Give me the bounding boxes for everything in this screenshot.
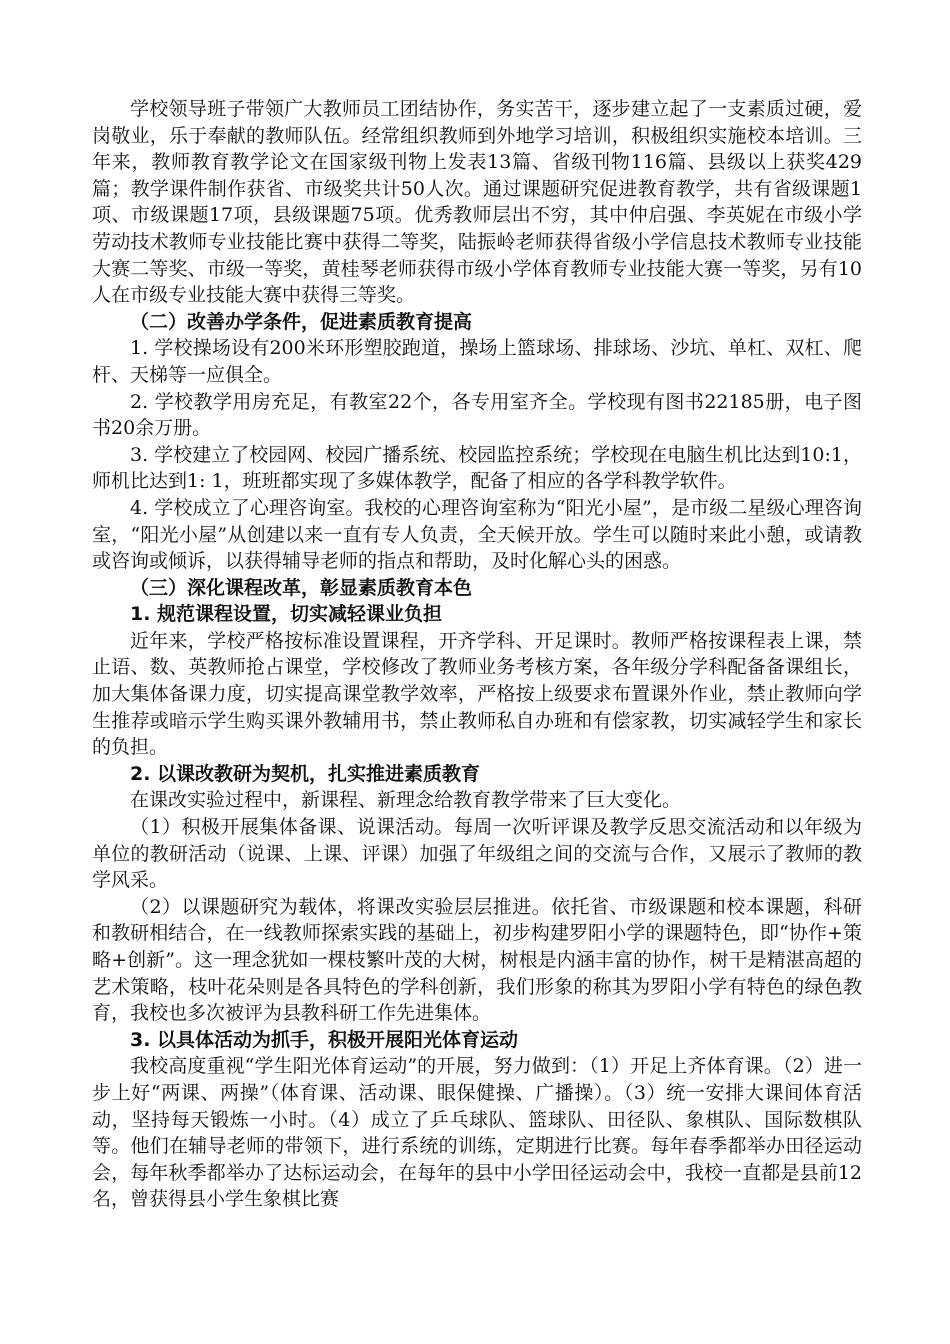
paragraph-classrooms: 2. 学校教学用房充足，有教室22个，各专用室齐全。学校现有图书22185册，电子图书20余万册。 [92, 390, 862, 440]
paragraph-reform-intro: 在课改实验过程中，新课程、新理念给教育教学带来了巨大变化。 [130, 789, 682, 812]
heading-subsection-1: 1. 规范课程设置，切实减轻课业负担 [130, 603, 443, 626]
heading-subsection-2: 2. 以课改教研为契机，扎实推进素质教育 [130, 762, 481, 785]
paragraph-curriculum: 近年来，学校严格按标准设置课程，开齐学科、开足课时。教师严格按课程表上课，禁止语、数、英教师抢占课堂，学校修改了教师业务考核方案，各年级分学科配备备课组长，加大集体备课力度，切实提高课堂教学效率，严格按上级要求布置课外作业，禁止教师向学生推荐或暗示学生购买课外教辅用书，禁止教师私自办班和有偿家教，切实减轻学生和家长的负担。 [92, 629, 862, 759]
document-body [92, 96, 862, 1213]
heading-section-2: （二）改善办学条件，促进素质教育提高 [130, 310, 473, 333]
paragraph-teacher-team: 学校领导班子带领广大教师员工团结协作，务实苦干，逐步建立起了一支素质过硬，爱岗敬业，乐于奉献的教师队伍。经常组织教师到外地学习培训，积极组织实施校本培训。三年来，教师教育教学论文在国家级刊物上发表13篇、省级刊物116篇、县级以上获奖429篇；教学课件制作获省、市级奖共计50人次。通过课题研究促进教育教学，共有省级课题1项、市级课题17项，县级课题75项。优秀教师层出不穷，其中仲启强、李英妮在市级小学劳动技术教师专业技能比赛中获得二等奖，陆振岭老师获得省级小学信息技术教师专业技能大赛二等奖、市级一等奖，黄桂琴老师获得市级小学体育教师专业技能大赛一等奖，另有10人在市级专业技能大赛中获得三等奖。 [92, 98, 862, 307]
heading-subsection-3: 3. 以具体活动为抓手，积极开展阳光体育运动 [130, 1028, 519, 1051]
paragraph-collective-lesson: （1）积极开展集体备课、说课活动。每周一次听评课及教学反思交流活动和以年级为单位的教研活动（说课、上课、评课）加强了年级组之间的交流与合作，又展示了教师的教学风采。 [92, 816, 862, 892]
paragraph-counseling: 4. 学校成立了心理咨询室。我校的心理咨询室称为“阳光小屋”，是市级二星级心理咨询室，“阳光小屋”从创建以来一直有专人负责，全天候开放。学生可以随时来此小憩，或请教或咨询或倾诉，以获得辅导老师的指点和帮助，及时化解心头的困惑。 [92, 496, 862, 573]
paragraph-playground: 1. 学校操场设有200米环形塑胶跑道，操场上篮球场、排球场、沙坑、单杠、双杠、爬杆、天梯等一应俱全。 [92, 337, 862, 386]
paragraph-research: （2）以课题研究为载体，将课改实验层层推进。依托省、市级课题和校本课题，科研和教研相结合，在一线教师探索实践的基础上，初步构建罗阳小学的课题特色，即“协作+策略+创新”。这一理念犹如一棵枝繁叶茂的大树，树根是内涵丰富的协作，树干是精湛高超的艺术策略，枝叶花朵则是各具特色的学科创新，我们形象的称其为罗阳小学有特色的绿色教育，我校也多次被评为县教科研工作先进集体。 [92, 895, 862, 1025]
heading-section-3: （三）深化课程改革，彰显素质教育本色 [130, 576, 473, 599]
paragraph-sports: 我校高度重视“学生阳光体育运动”的开展，努力做到：（1）开足上齐体育课。（2）进一步上好“两课、两操”（体育课、活动课、眼保健操、广播操）。（3）统一安排大课间体育活动，坚持每天锻炼一小时。（4）成立了乒乓球队、篮球队、田径队、象棋队、国际数棋队等。他们在辅导老师的带领下，进行系统的训练，定期进行比赛。每年春季都举办田径运动会，每年秋季都举办了达标运动会，在每年的县中小学田径运动会中，我校一直都是县前12名，曾获得县小学生象棋比赛 [92, 1055, 862, 1211]
paragraph-network: 3. 学校建立了校园网、校园广播系统、校园监控系统；学校现在电脑生机比达到10:1，师机比达到1: 1，班班都实现了多媒体教学，配备了相应的各学科教学软件。 [92, 443, 862, 493]
